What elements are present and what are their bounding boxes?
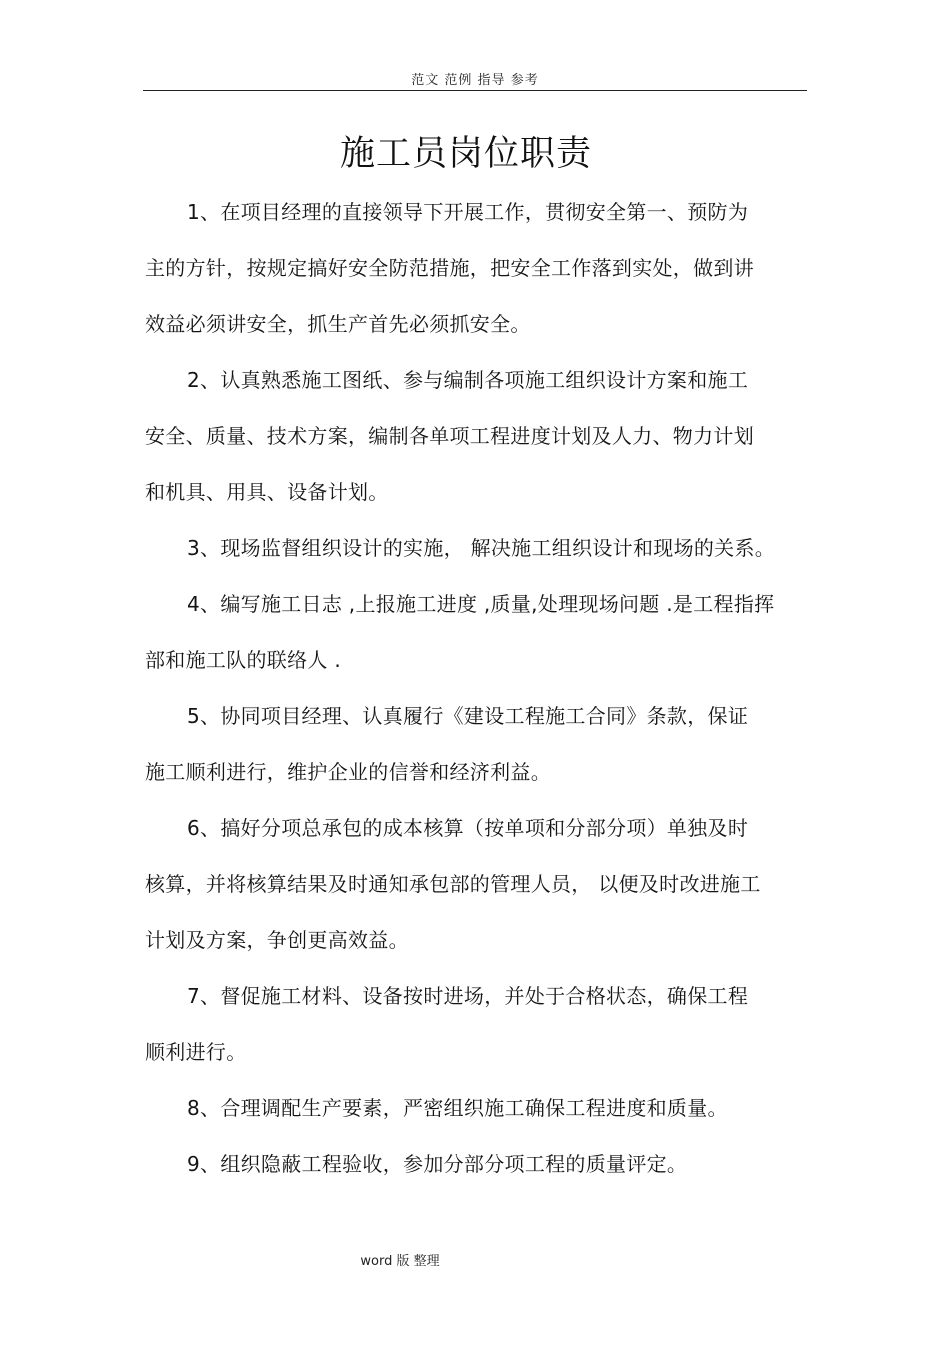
paragraph-2-line-1: 2、认真熟悉施工图纸、参与编制各项施工组织设计方案和施工 <box>187 368 749 392</box>
paragraph-8-line-1: 8、合理调配生产要素，严密组织施工确保工程进度和质量。 <box>187 1096 728 1120</box>
paragraph-7-line-1: 7、督促施工材料、设备按时进场，并处于合格状态，确保工程 <box>187 984 749 1008</box>
paragraph-1-line-2: 主的方针，按规定搞好安全防范措施，把安全工作落到实处，做到讲 <box>145 256 754 280</box>
paragraph-6-line-3: 计划及方案，争创更高效益。 <box>145 928 409 952</box>
header-divider <box>143 90 807 91</box>
paragraph-2-line-2: 安全、质量、技术方案，编制各单项工程进度计划及人力、物力计划 <box>145 424 754 448</box>
paragraph-9-line-1: 9、组织隐蔽工程验收，参加分部分项工程的质量评定。 <box>187 1152 688 1176</box>
paragraph-4-line-2: 部和施工队的联络人 . <box>145 648 342 672</box>
paragraph-2-line-3: 和机具、用具、设备计划。 <box>145 480 389 504</box>
paragraph-5-line-2: 施工顺利进行，维护企业的信誉和经济利益。 <box>145 760 551 784</box>
paragraph-7-line-2: 顺利进行。 <box>145 1040 247 1064</box>
paragraph-1-line-3: 效益必须讲安全，抓生产首先必须抓安全。 <box>145 312 531 336</box>
paragraph-3-line-1: 3、现场监督组织设计的实施， 解决施工组织设计和现场的关系。 <box>187 536 776 560</box>
page-header: 范文 范例 指导 参考 <box>411 73 539 88</box>
page-footer: word 版 整理 <box>360 1254 440 1269</box>
paragraph-5-line-1: 5、协同项目经理、认真履行《建设工程施工合同》条款，保证 <box>187 704 749 728</box>
paragraph-6-line-2: 核算，并将核算结果及时通知承包部的管理人员， 以便及时改进施工 <box>145 872 761 896</box>
paragraph-4-line-1: 4、编写施工日志 ,上报施工进度 ,质量,处理现场问题 .是工程指挥 <box>187 592 775 616</box>
paragraph-6-line-1: 6、搞好分项总承包的成本核算（按单项和分部分项）单独及时 <box>187 816 749 840</box>
paragraph-1-line-1: 1、在项目经理的直接领导下开展工作，贯彻安全第一、预防为 <box>187 200 749 224</box>
document-title: 施工员岗位职责 <box>339 134 592 174</box>
